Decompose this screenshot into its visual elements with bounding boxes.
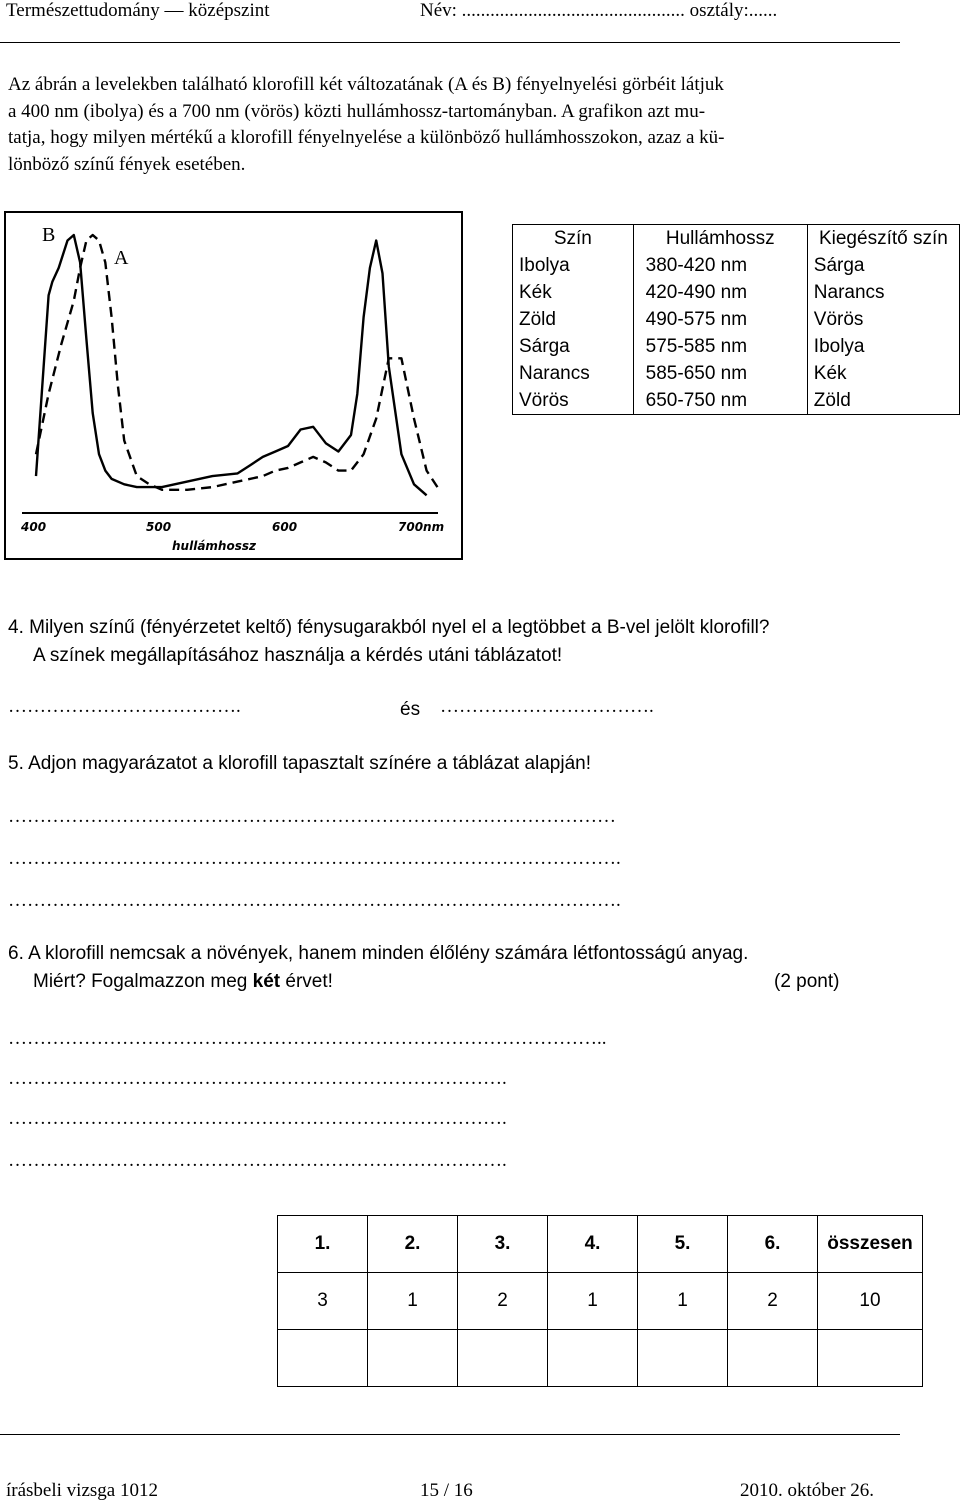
complement-cell: Vörös [807,306,959,333]
color-table-row [513,333,960,360]
curve-b-line [36,235,427,495]
earned-points-cell[interactable] [638,1330,728,1387]
max-points-cell: 3 [278,1273,368,1330]
question-4-line-1: 4. Milyen színű (fényérzetet keltő) fénysugarakból nyel el a legtöbbet a B-vel jelölt klorofill? [8,617,770,638]
complement-cell: Ibolya [807,333,959,360]
score-header: 1. [278,1216,368,1273]
max-points-cell: 1 [368,1273,458,1330]
wavelength-cell: 380-420 nm [633,252,807,279]
curve-a-line [36,235,439,490]
score-header-total: összesen [818,1216,923,1273]
question-6-line-2 [33,968,333,996]
max-points-cell: 1 [548,1273,638,1330]
score-header: 6. [728,1216,818,1273]
max-points-cell: 1 [638,1273,728,1330]
earned-points-cell[interactable] [278,1330,368,1387]
score-header: 4. [548,1216,638,1273]
question-6-emphasis: két [252,971,281,992]
color-cell: Sárga [513,333,634,360]
intro-line: Az ábrán a levelekben található klorofill két változatának (A és B) fényelnyelési görbéit látjuk [8,74,724,95]
color-table-row [513,306,960,333]
footer-date: 2010. október 26. [740,1480,875,1501]
score-header: 2. [368,1216,458,1273]
wavelength-cell: 650-750 nm [633,387,807,415]
curve-a-label: A [114,247,129,269]
wavelength-cell: 490-575 nm [633,306,807,333]
color-table-header: Kiegészítő szín [807,225,959,253]
color-table-header-row [513,225,960,253]
score-table [277,1215,923,1387]
question-6-answer-line[interactable]: ………………………………………………………………………………….. [8,1028,607,1049]
intro-line: tatja, hogy milyen mértékű a klorofill fényelnyelése a különböző hullámhosszokon, azaz a kü- [8,127,725,148]
footer-rule [0,1434,900,1435]
earned-points-cell[interactable] [368,1330,458,1387]
intro-line: lönböző színű fények esetében. [8,153,246,175]
intro-line: a 400 nm (ibolya) és a 700 nm (vörös) közti hullámhossz-tartományban. A grafikon azt mu- [8,100,706,122]
color-table-header: Hullámhossz [633,225,807,253]
question-5-answer-line[interactable]: …………………………………………………………………………………… [8,806,616,827]
complement-cell: Zöld [807,387,959,415]
curve-b-label: B [42,224,56,246]
complement-cell: Sárga [807,252,959,279]
x-tick-700: 700nm [398,520,445,534]
color-table-row [513,387,960,415]
complement-cell: Narancs [807,279,959,306]
color-table-row [513,360,960,387]
x-tick-400: 400 [21,520,47,534]
max-points-total: 10 [818,1273,923,1330]
question-6-answer-line[interactable]: ……………………………………………………………………. [8,1068,507,1089]
score-header: 3. [458,1216,548,1273]
max-points-cell: 2 [458,1273,548,1330]
x-tick-500: 500 [146,520,172,534]
question-5-answer-line[interactable]: ……………………………………………………………………………………. [8,890,621,911]
wavelength-cell: 420-490 nm [633,279,807,306]
question-5-text: 5. Adjon magyarázatot a klorofill tapasztalt színére a táblázat alapján! [8,753,592,774]
question-4-conjunction: és [400,699,421,720]
question-6-line-2-start: Miért? Fogalmazzon meg [33,971,253,992]
question-4-answer-right[interactable]: ……………………………. [440,696,654,717]
x-axis-label: hullámhossz [172,539,256,553]
color-cell: Narancs [513,360,634,387]
max-points-row [278,1273,923,1330]
color-cell: Vörös [513,387,634,415]
earned-points-row [278,1330,923,1387]
earned-points-total[interactable] [818,1330,923,1387]
color-cell: Kék [513,279,634,306]
question-6-answer-line[interactable]: ……………………………………………………………………. [8,1108,507,1129]
earned-points-cell[interactable] [728,1330,818,1387]
question-4-line-2: A színek megállapításához használja a kérdés utáni táblázatot! [33,645,563,666]
header-rule [0,42,900,43]
color-table-row [513,279,960,306]
score-header-row [278,1216,923,1273]
question-6-answer-line[interactable]: ……………………………………………………………………. [8,1150,507,1171]
wavelength-cell: 575-585 nm [633,333,807,360]
question-5-answer-line[interactable]: ……………………………………………………………………………………. [8,848,621,869]
header-name-field: Név: ............................................... osztály:...... [420,0,778,21]
absorption-graph [6,213,461,558]
wavelength-cell: 585-650 nm [633,360,807,387]
complement-cell: Kék [807,360,959,387]
color-table-row [513,252,960,279]
color-table-header: Szín [513,225,634,253]
max-points-cell: 2 [728,1273,818,1330]
color-table [512,224,960,415]
score-header: 5. [638,1216,728,1273]
question-6-points: (2 pont) [774,971,840,992]
earned-points-cell[interactable] [548,1330,638,1387]
question-6-line-2-end: érvet! [280,971,333,992]
x-tick-600: 600 [272,520,298,534]
footer-page-number: 15 / 16 [420,1480,473,1501]
color-cell: Zöld [513,306,634,333]
intro-paragraph [8,72,888,178]
question-6-line-1: 6. A klorofill nemcsak a növények, hanem minden élőlény számára létfontosságú anyag. [8,943,749,964]
footer-exam-code: írásbeli vizsga 1012 [6,1480,158,1501]
header-subject: Természettudomány — középszint [6,0,270,21]
question-4-answer-left[interactable]: ………………………………. [8,696,241,717]
color-cell: Ibolya [513,252,634,279]
absorption-graph-frame [4,211,463,560]
earned-points-cell[interactable] [458,1330,548,1387]
